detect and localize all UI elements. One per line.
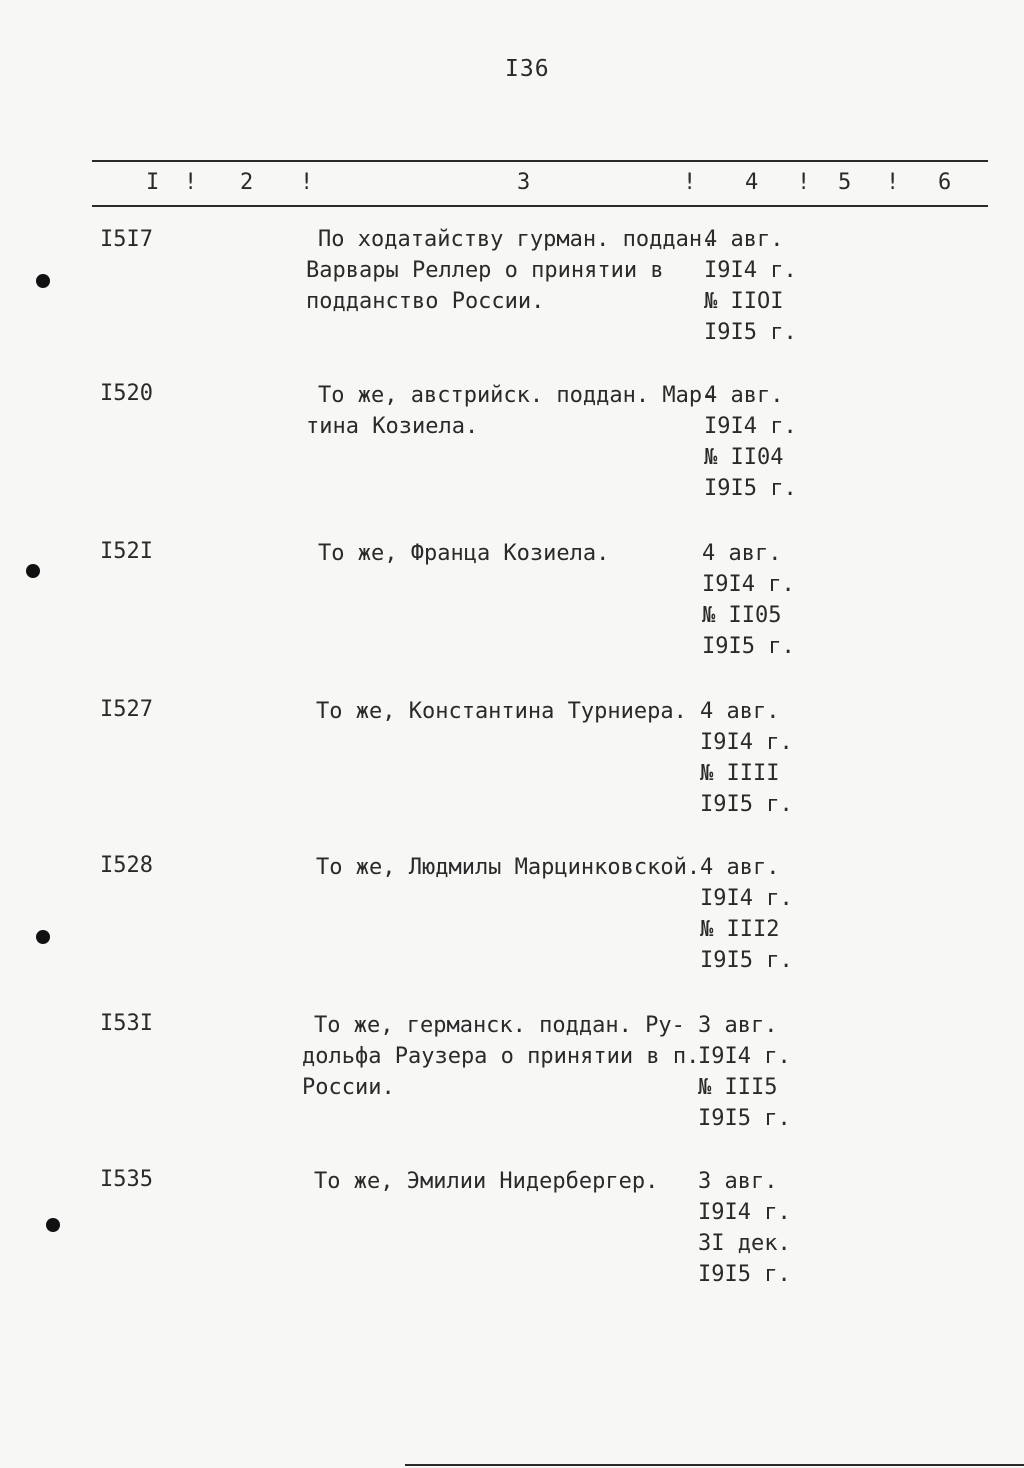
header-col-4: 4 <box>745 170 759 195</box>
description-line: То же, Эмилии Нидербергер. <box>314 1169 659 1194</box>
date-line: I9I5 г. <box>698 1106 791 1131</box>
entry-description <box>302 1010 699 1103</box>
header-col-5: 5 <box>838 170 852 195</box>
entry-description <box>306 224 715 317</box>
entry-number: I528 <box>100 853 153 878</box>
bottom-rule <box>405 1464 1024 1466</box>
entry-description <box>306 380 715 442</box>
description-line: По ходатайству гурман. поддан. <box>318 227 716 252</box>
description-line: тина Козиела. <box>306 414 479 439</box>
header-separator: ! <box>184 170 198 195</box>
description-line: дольфа Раузера о принятии в п. <box>302 1044 700 1069</box>
description-line: То же, Константина Турниера. <box>316 699 687 724</box>
description-line: России. <box>302 1075 395 1100</box>
punch-hole-icon <box>46 1218 60 1232</box>
punch-hole-icon <box>36 930 50 944</box>
date-line: № IIII <box>700 761 780 786</box>
date-line: 3I дек. <box>698 1231 791 1256</box>
date-line: № III2 <box>700 917 780 942</box>
punch-hole-icon <box>36 274 50 288</box>
entry-number: I5I7 <box>100 227 153 252</box>
entry-date <box>698 1010 791 1134</box>
date-line: I9I5 г. <box>700 792 793 817</box>
date-line: № III5 <box>698 1075 778 1100</box>
punch-hole-icon <box>26 564 40 578</box>
header-col-2: 2 <box>240 170 254 195</box>
entry-date <box>704 380 797 504</box>
date-line: 4 авг. <box>704 227 784 252</box>
entry-description <box>314 1166 658 1197</box>
date-line: № II04 <box>704 445 784 470</box>
date-line: 4 авг. <box>700 699 780 724</box>
date-line: 4 авг. <box>704 383 784 408</box>
date-line: I9I4 г. <box>698 1044 791 1069</box>
header-col-1: I <box>146 170 160 195</box>
entry-number: I53I <box>100 1011 153 1036</box>
date-line: I9I5 г. <box>704 320 797 345</box>
header-separator: ! <box>300 170 314 195</box>
description-line: То же, Франца Козиела. <box>318 541 610 566</box>
entry-number: I527 <box>100 697 153 722</box>
description-line: То же, австрийск. поддан. Мар- <box>318 383 716 408</box>
entry-number: I520 <box>100 381 153 406</box>
date-line: 4 авг. <box>700 855 780 880</box>
header-col-6: 6 <box>938 170 952 195</box>
date-line: I9I4 г. <box>698 1200 791 1225</box>
table-header-rule <box>92 205 988 207</box>
entry-date <box>700 852 793 976</box>
header-separator: ! <box>886 170 900 195</box>
date-line: I9I4 г. <box>702 572 795 597</box>
header-separator: ! <box>683 170 697 195</box>
header-col-3: 3 <box>517 170 531 195</box>
description-line: То же, германск. поддан. Ру- <box>314 1013 685 1038</box>
date-line: I9I4 г. <box>700 730 793 755</box>
date-line: I9I4 г. <box>704 258 797 283</box>
entry-description <box>318 538 609 569</box>
date-line: I9I4 г. <box>704 414 797 439</box>
entry-date <box>700 696 793 820</box>
date-line: 3 авг. <box>698 1013 778 1038</box>
date-line: 4 авг. <box>702 541 782 566</box>
entry-description <box>316 696 687 727</box>
header-separator: ! <box>797 170 811 195</box>
date-line: № II05 <box>702 603 782 628</box>
page-number: I36 <box>505 56 550 82</box>
entry-number: I535 <box>100 1167 153 1192</box>
date-line: № IIOI <box>704 289 784 314</box>
description-line: То же, Людмилы Марцинковской. <box>316 855 701 880</box>
entry-number: I52I <box>100 539 153 564</box>
entry-description <box>316 852 700 883</box>
date-line: I9I4 г. <box>700 886 793 911</box>
date-line: I9I5 г. <box>704 476 797 501</box>
entry-date <box>702 538 795 662</box>
date-line: I9I5 г. <box>700 948 793 973</box>
description-line: подданство России. <box>306 289 545 314</box>
date-line: I9I5 г. <box>698 1262 791 1287</box>
date-line: 3 авг. <box>698 1169 778 1194</box>
date-line: I9I5 г. <box>702 634 795 659</box>
entry-date <box>704 224 797 348</box>
table-top-rule <box>92 160 988 162</box>
description-line: Варвары Реллер о принятии в <box>306 258 664 283</box>
entry-date <box>698 1166 791 1290</box>
